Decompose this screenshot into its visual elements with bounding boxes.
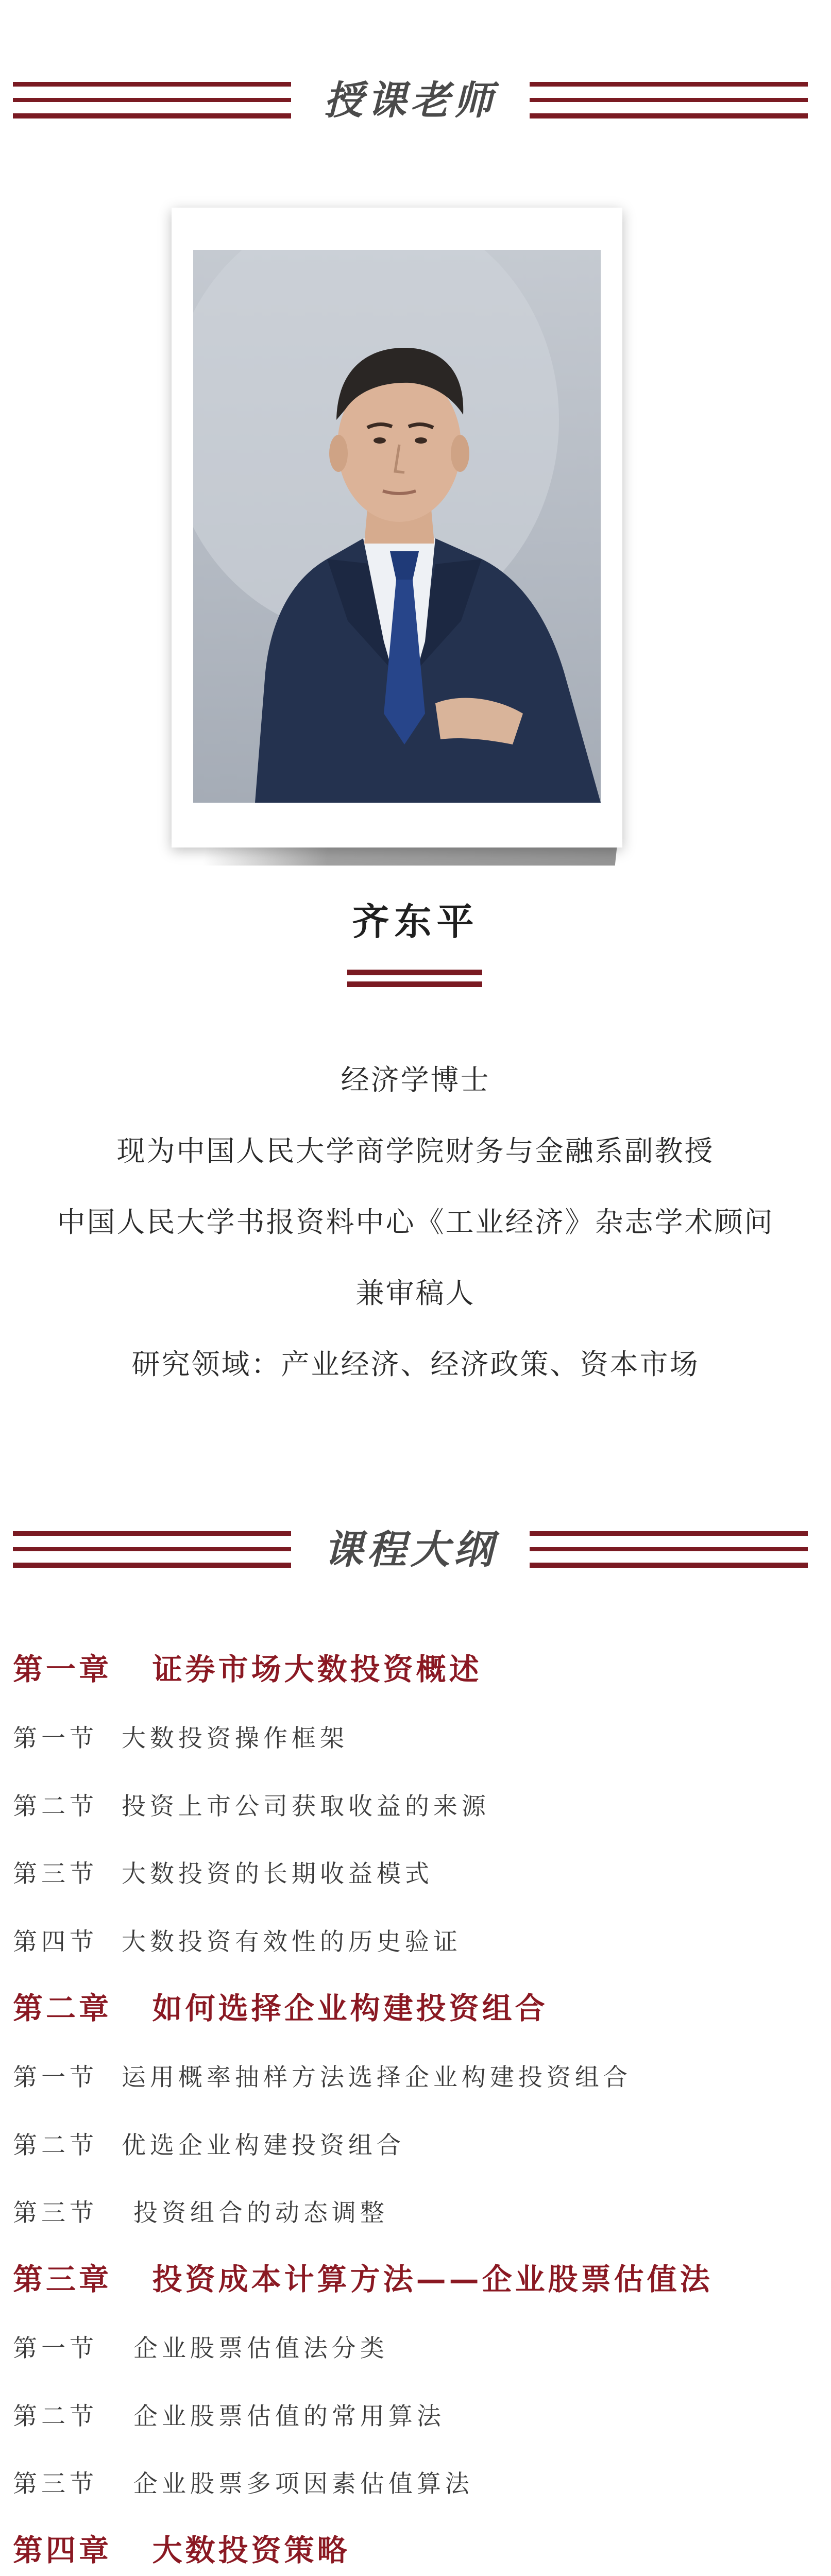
- name-underline-top: [347, 970, 482, 975]
- bio-line-degree: 经济学博士: [341, 1063, 490, 1096]
- outline-section-header: [0, 1519, 831, 1581]
- chapter-2-section-1: 第一节 运用概率抽样方法选择企业构建投资组合: [13, 2063, 632, 2092]
- teacher-photo: [193, 250, 601, 803]
- chapter-2-section-3: 第三节 投资组合的动态调整: [13, 2199, 388, 2227]
- header-decor-lines-right: [530, 1531, 808, 1568]
- header-decor-lines-left: [13, 82, 291, 119]
- chapter-3-title: 第三章 投资成本计算方法——企业股票估值法: [13, 2262, 713, 2297]
- teacher-section-title: 授课老师: [324, 77, 497, 123]
- chapter-3-section-2: 第二节 企业股票估值的常用算法: [13, 2402, 445, 2431]
- header-decor-lines-left: [13, 1531, 291, 1568]
- chapter-2-title: 第二章 如何选择企业构建投资组合: [13, 1991, 548, 2026]
- teacher-name: 齐东平: [352, 900, 479, 943]
- chapter-1-section-1: 第一节 大数投资操作框架: [13, 1724, 348, 1753]
- header-decor-lines-right: [530, 82, 808, 119]
- chapter-4-title: 第四章 大数投资策略: [13, 2533, 350, 2568]
- chapter-3-section-1: 第一节 企业股票估值法分类: [13, 2334, 388, 2363]
- bio-line-reviewer: 兼审稿人: [355, 1277, 476, 1310]
- teacher-portrait-illustration: [193, 250, 601, 803]
- bio-line-research: 研究领域：产业经济、经济政策、资本市场: [131, 1348, 700, 1381]
- chapter-1-section-2: 第二节 投资上市公司获取收益的来源: [13, 1792, 490, 1821]
- bio-line-position: 现为中国人民大学商学院财务与金融系副教授: [116, 1134, 715, 1167]
- chapter-1-title: 第一章 证券市场大数投资概述: [13, 1652, 482, 1687]
- chapter-3-section-3: 第三节 企业股票多项因素估值算法: [13, 2470, 473, 2498]
- outline-section-title: 课程大纲: [324, 1527, 497, 1572]
- teacher-section-header: [0, 70, 831, 131]
- name-underline-bottom: [347, 981, 482, 987]
- chapter-2-section-2: 第二节 优选企业构建投资组合: [13, 2131, 405, 2160]
- chapter-1-section-4: 第四节 大数投资有效性的历史验证: [13, 1928, 462, 1956]
- teacher-photo-frame: [172, 208, 622, 848]
- chapter-1-section-3: 第三节 大数投资的长期收益模式: [13, 1860, 433, 1888]
- bio-line-advisor: 中国人民大学书报资料中心《工业经济》杂志学术顾问: [57, 1206, 774, 1239]
